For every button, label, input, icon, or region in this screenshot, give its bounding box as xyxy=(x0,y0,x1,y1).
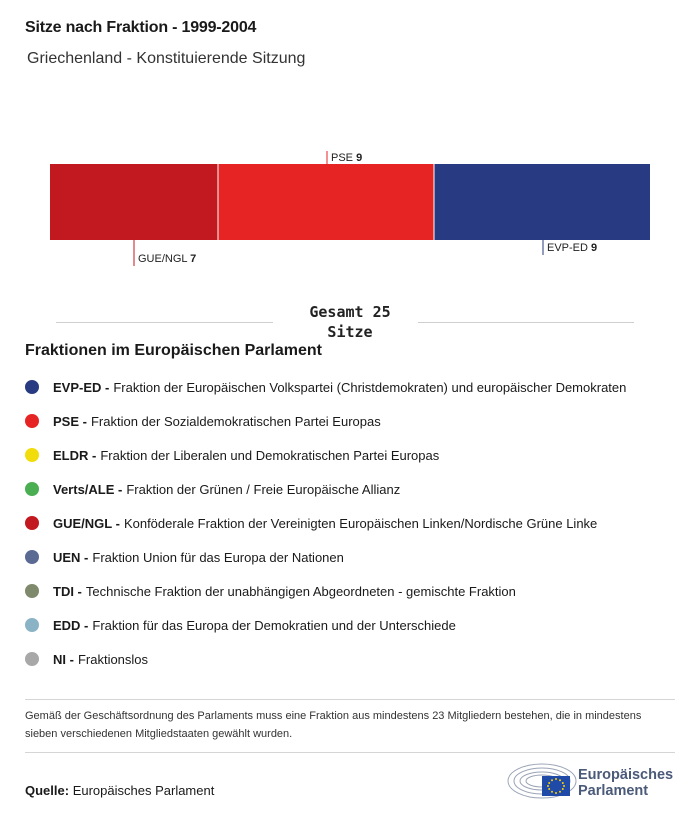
legend-dot-icon xyxy=(25,550,39,564)
legend-abbr: EDD - xyxy=(53,617,89,633)
legend-dot-icon xyxy=(25,482,39,496)
legend-abbr: UEN - xyxy=(53,549,89,565)
legend-abbr: TDI - xyxy=(53,583,82,599)
legend-text: Fraktion der Europäischen Volkspartei (Christdemokraten) und europäischer Demokraten xyxy=(113,379,627,395)
source-value: Europäisches Parlament xyxy=(72,783,215,798)
footer-divider-top xyxy=(25,699,675,700)
legend-dot-icon xyxy=(25,448,39,462)
logo-line-1: Europäisches xyxy=(578,767,674,783)
stacked-bar-chart xyxy=(0,140,700,275)
legend-item xyxy=(25,506,685,540)
legend-abbr: ELDR - xyxy=(53,447,97,463)
legend-dot-icon xyxy=(25,652,39,666)
total-divider-left xyxy=(56,322,273,323)
legend-text: Fraktion Union für das Europa der Nationen xyxy=(92,549,344,565)
bar-segment-pse xyxy=(218,164,434,240)
legend-dot-icon xyxy=(25,516,39,530)
legend-list xyxy=(25,370,685,676)
legend-text: Fraktionslos xyxy=(77,651,149,667)
total-seats xyxy=(0,302,700,342)
footnote: Gemäß der Geschäftsordnung des Parlaments muss eine Fraktion aus mindestens 23 Mitgliedern bestehen, die in mindestens sieben verschiedenen Mitgliedstaaten gewählt wurden. xyxy=(25,710,642,740)
legend-text: Konföderale Fraktion der Vereinigten Europäischen Linken/Nordische Grüne Linke xyxy=(123,515,598,531)
ep-logo-text xyxy=(578,767,673,799)
legend-abbr: NI - xyxy=(53,651,74,667)
legend-abbr: GUE/NGL - xyxy=(53,515,120,531)
legend-abbr: PSE - xyxy=(53,413,87,429)
legend-text: Technische Fraktion der unabhängigen Abgeordneten - gemischte Fraktion xyxy=(85,583,516,599)
legend-dot-icon xyxy=(25,414,39,428)
legend-item xyxy=(25,642,685,676)
source-label: Quelle: xyxy=(25,783,70,798)
legend-text: Fraktion der Liberalen und Demokratischen Partei Europas xyxy=(100,447,440,463)
total-label xyxy=(290,302,410,342)
segment-label-guengl: GUE/NGL 7 xyxy=(138,253,197,265)
legend-text: Fraktion der Sozialdemokratischen Partei Europas xyxy=(90,413,381,429)
legend-abbr: Verts/ALE - xyxy=(53,481,123,497)
legend-item xyxy=(25,370,685,404)
bar-segment-guengl xyxy=(50,164,218,240)
legend-dot-icon xyxy=(25,584,39,598)
chart-subtitle: Griechenland - Konstituierende Sitzung xyxy=(27,50,306,67)
legend-text: Fraktion der Grünen / Freie Europäische Allianz xyxy=(126,481,401,497)
chart-title: Sitze nach Fraktion - 1999-2004 xyxy=(25,19,257,36)
legend-item xyxy=(25,540,685,574)
legend-title: Fraktionen im Europäischen Parlament xyxy=(25,342,322,359)
bar-segment-evped xyxy=(434,164,650,240)
legend-text: Fraktion für das Europa der Demokratien und der Unterschiede xyxy=(92,617,456,633)
total-divider-right xyxy=(418,322,634,323)
legend-item xyxy=(25,574,685,608)
source-line xyxy=(25,783,214,798)
legend-item xyxy=(25,438,685,472)
legend-item xyxy=(25,404,685,438)
total-unit: Sitze xyxy=(327,323,373,341)
legend-item xyxy=(25,608,685,642)
footer-divider-bottom xyxy=(25,752,675,753)
legend-abbr: EVP-ED - xyxy=(53,379,110,395)
legend-dot-icon xyxy=(25,618,39,632)
total-prefix: Gesamt xyxy=(309,303,364,321)
legend-item xyxy=(25,472,685,506)
logo-line-2: Parlament xyxy=(578,783,649,799)
legend-dot-icon xyxy=(25,380,39,394)
segment-label-evped: EVP-ED 9 xyxy=(547,242,598,254)
segment-label-pse: PSE 9 xyxy=(331,152,363,164)
total-value: 25 xyxy=(372,303,391,321)
